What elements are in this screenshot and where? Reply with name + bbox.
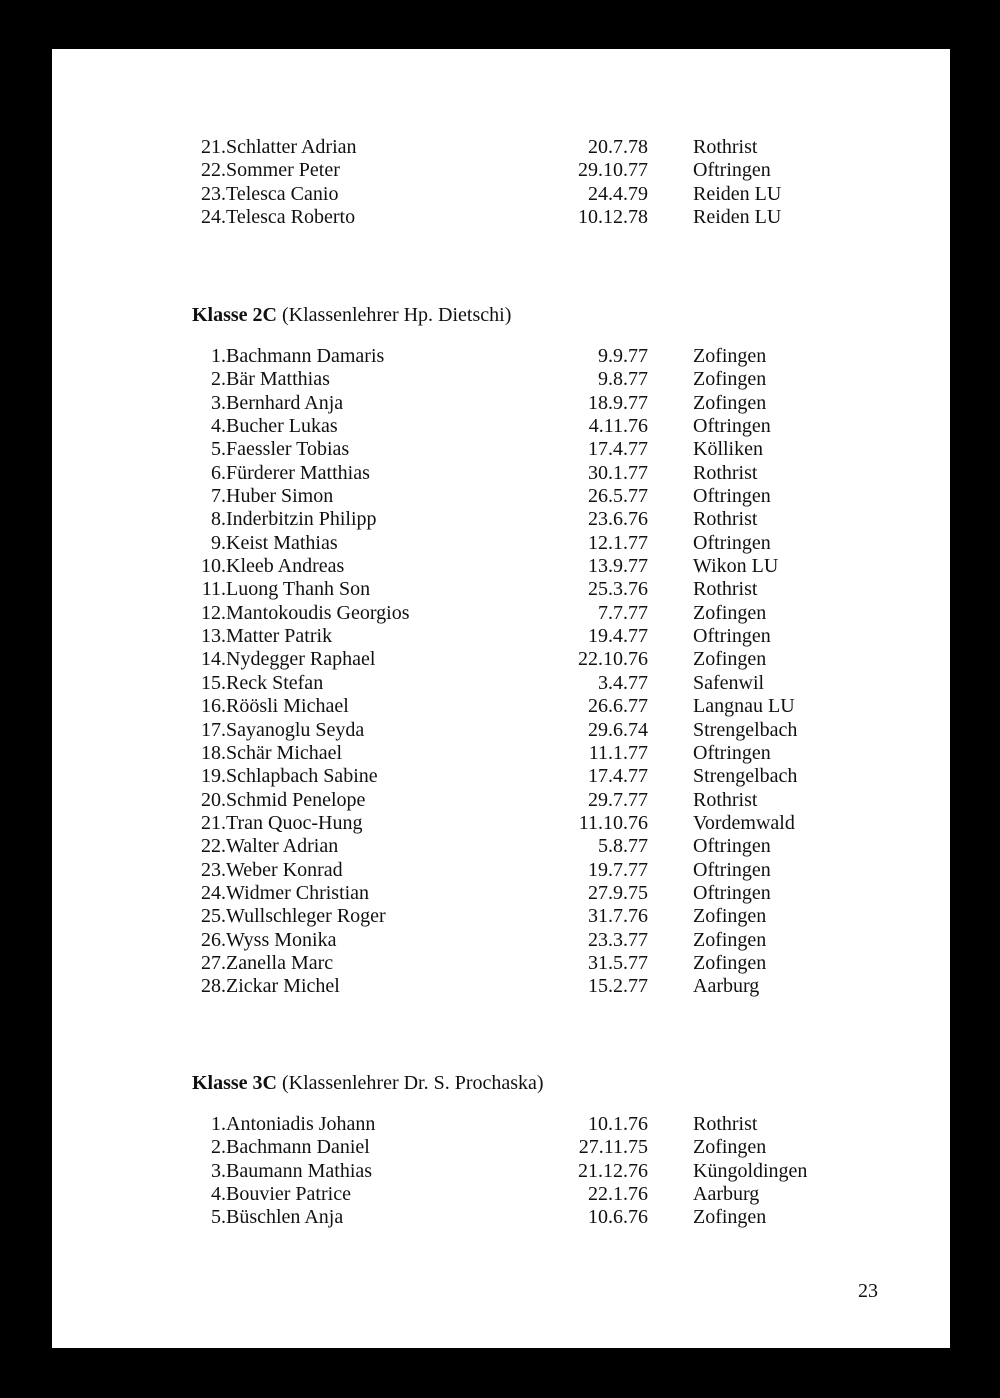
student-name: Wyss Monika (226, 928, 337, 951)
birth-date: 22.10.76 (578, 648, 648, 671)
home-town: Oftringen (693, 741, 771, 764)
table-row (192, 952, 892, 975)
row-number: 19. (201, 765, 226, 788)
row-number: 16. (201, 695, 226, 718)
table-row (192, 812, 892, 835)
birth-date: 19.4.77 (588, 625, 648, 648)
document-page (52, 49, 950, 1348)
row-number: 1. (211, 1113, 226, 1135)
student-name: Huber Simon (226, 485, 334, 508)
birth-date: 23.3.77 (588, 928, 648, 951)
student-name: Widmer Christian (226, 881, 370, 904)
table-row (192, 1183, 892, 1206)
table-row (192, 905, 892, 928)
birth-date: 9.9.77 (598, 345, 648, 367)
home-town: Zofingen (693, 1136, 767, 1159)
student-name: Wullschleger Roger (226, 905, 386, 928)
table-row (192, 1136, 892, 1159)
table-row (192, 415, 892, 438)
home-town: Rothrist (693, 136, 758, 158)
home-town: Oftringen (693, 858, 771, 881)
home-town: Zofingen (693, 928, 767, 951)
row-number: 11. (201, 578, 226, 601)
birth-date: 7.7.77 (598, 601, 648, 624)
table-row (192, 1113, 892, 1136)
birth-date: 31.5.77 (588, 951, 648, 974)
row-number: 9. (211, 531, 226, 554)
home-town: Reiden LU (693, 182, 782, 205)
birth-date: 12.1.77 (588, 531, 648, 554)
home-town: Rothrist (693, 1113, 758, 1135)
birth-date: 11.10.76 (578, 811, 648, 834)
row-number: 27. (201, 951, 226, 974)
table-row (192, 602, 892, 625)
table-row (192, 1206, 892, 1229)
row-number: 1. (211, 345, 226, 367)
row-number: 23. (201, 858, 226, 881)
home-town: Zofingen (693, 1206, 767, 1229)
row-number: 12. (201, 601, 226, 624)
home-town: Zofingen (693, 345, 767, 367)
home-town: Strengelbach (693, 718, 798, 741)
table-row (192, 719, 892, 742)
birth-date: 19.7.77 (588, 858, 648, 881)
home-town: Oftringen (693, 531, 771, 554)
table-row (192, 625, 892, 648)
student-name: Schlatter Adrian (226, 136, 357, 158)
row-number: 23. (201, 182, 226, 205)
table-row (192, 159, 892, 182)
birth-date: 10.12.78 (578, 206, 648, 229)
home-town: Oftringen (693, 881, 771, 904)
home-town: Rothrist (693, 461, 758, 484)
table-row (192, 485, 892, 508)
home-town: Zofingen (693, 648, 767, 671)
row-number: 28. (201, 975, 226, 998)
table-row (192, 555, 892, 578)
student-name: Schär Michael (226, 741, 343, 764)
row-number: 3. (211, 1159, 226, 1182)
home-town: Rothrist (693, 508, 758, 531)
student-name: Zickar Michel (226, 975, 340, 998)
table-row (192, 695, 892, 718)
row-number: 15. (201, 671, 226, 694)
row-number: 14. (201, 648, 226, 671)
student-name: Telesca Roberto (226, 206, 356, 229)
birth-date: 26.5.77 (588, 485, 648, 508)
birth-date: 24.4.79 (588, 182, 648, 205)
birth-date: 20.7.78 (588, 136, 648, 158)
home-town: Langnau LU (693, 695, 795, 718)
table-row (192, 975, 892, 998)
home-town: Wikon LU (693, 555, 779, 578)
home-town: Aarburg (693, 975, 760, 998)
student-name: Bachmann Damaris (226, 345, 385, 367)
birth-date: 11.1.77 (588, 741, 648, 764)
row-number: 22. (201, 159, 226, 182)
birth-date: 10.1.76 (588, 1113, 648, 1135)
student-name: Nydegger Raphael (226, 648, 376, 671)
class-3c-heading (192, 1071, 544, 1095)
table-row (192, 368, 892, 391)
home-town: Oftringen (693, 485, 771, 508)
row-number: 17. (201, 718, 226, 741)
table-row (192, 392, 892, 415)
table-row (192, 345, 892, 368)
student-name: Schlapbach Sabine (226, 765, 378, 788)
student-name: Fürderer Matthias (226, 461, 370, 484)
birth-date: 5.8.77 (598, 835, 648, 858)
student-name: Baumann Mathias (226, 1159, 373, 1182)
student-name: Keist Mathias (226, 531, 338, 554)
birth-date: 27.11.75 (578, 1136, 648, 1159)
row-number: 18. (201, 741, 226, 764)
row-number: 10. (201, 555, 226, 578)
home-town: Safenwil (693, 671, 765, 694)
class-2c-title: Klasse 2C (192, 304, 277, 326)
birth-date: 27.9.75 (588, 881, 648, 904)
student-name: Inderbitzin Philipp (226, 508, 377, 531)
birth-date: 26.6.77 (588, 695, 648, 718)
row-number: 2. (211, 368, 226, 391)
student-name: Röösli Michael (226, 695, 349, 718)
table-row (192, 882, 892, 905)
class-3c-title: Klasse 3C (192, 1072, 277, 1094)
birth-date: 3.4.77 (598, 671, 648, 694)
home-town: Oftringen (693, 835, 771, 858)
student-name: Bucher Lukas (226, 415, 338, 438)
home-town: Vordemwald (693, 811, 795, 834)
student-name: Tran Quoc-Hung (226, 811, 363, 834)
birth-date: 23.6.76 (588, 508, 648, 531)
table-row (192, 648, 892, 671)
birth-date: 10.6.76 (588, 1206, 648, 1229)
class-2c-teacher: (Klassenlehrer Hp. Dietschi) (277, 304, 512, 326)
row-number: 13. (201, 625, 226, 648)
birth-date: 29.7.77 (588, 788, 648, 811)
student-name: Sommer Peter (226, 159, 340, 182)
table-row (192, 765, 892, 788)
home-town: Zofingen (693, 951, 767, 974)
student-name: Zanella Marc (226, 951, 334, 974)
table-row (192, 1160, 892, 1183)
table-row (192, 859, 892, 882)
student-name: Walter Adrian (226, 835, 339, 858)
continued-student-list (192, 136, 892, 229)
row-number: 2. (211, 1136, 226, 1159)
class-2c-student-list (192, 345, 892, 999)
home-town: Zofingen (693, 368, 767, 391)
table-row (192, 578, 892, 601)
birth-date: 4.11.76 (588, 415, 648, 438)
table-row (192, 789, 892, 812)
student-name: Bär Matthias (226, 368, 330, 391)
birth-date: 17.4.77 (588, 438, 648, 461)
row-number: 25. (201, 905, 226, 928)
home-town: Aarburg (693, 1183, 760, 1206)
table-row (192, 742, 892, 765)
student-name: Telesca Canio (226, 182, 339, 205)
student-name: Matter Patrik (226, 625, 333, 648)
row-number: 6. (211, 461, 226, 484)
class-3c-student-list (192, 1113, 892, 1230)
table-row (192, 532, 892, 555)
row-number: 21. (201, 136, 226, 158)
row-number: 5. (211, 438, 226, 461)
birth-date: 29.10.77 (578, 159, 648, 182)
student-name: Faessler Tobias (226, 438, 350, 461)
row-number: 3. (211, 391, 226, 414)
birth-date: 25.3.76 (588, 578, 648, 601)
student-name: Antoniadis Johann (226, 1113, 376, 1135)
table-row (192, 835, 892, 858)
table-row (192, 672, 892, 695)
home-town: Strengelbach (693, 765, 798, 788)
table-row (192, 462, 892, 485)
row-number: 4. (211, 1183, 226, 1206)
home-town: Kölliken (693, 438, 763, 461)
row-number: 22. (201, 835, 226, 858)
birth-date: 13.9.77 (588, 555, 648, 578)
birth-date: 21.12.76 (578, 1159, 648, 1182)
student-name: Luong Thanh Son (226, 578, 371, 601)
home-town: Rothrist (693, 578, 758, 601)
page-number: 23 (858, 1280, 878, 1302)
table-row (192, 508, 892, 531)
home-town: Oftringen (693, 415, 771, 438)
row-number: 21. (201, 811, 226, 834)
row-number: 4. (211, 415, 226, 438)
home-town: Zofingen (693, 905, 767, 928)
birth-date: 22.1.76 (588, 1183, 648, 1206)
table-row (192, 206, 892, 229)
table-row (192, 183, 892, 206)
student-name: Reck Stefan (226, 671, 324, 694)
birth-date: 9.8.77 (598, 368, 648, 391)
row-number: 20. (201, 788, 226, 811)
student-name: Bernhard Anja (226, 391, 344, 414)
row-number: 24. (201, 206, 226, 229)
row-number: 8. (211, 508, 226, 531)
table-row (192, 929, 892, 952)
birth-date: 18.9.77 (588, 391, 648, 414)
home-town: Zofingen (693, 601, 767, 624)
student-name: Mantokoudis Georgios (226, 601, 410, 624)
home-town: Reiden LU (693, 206, 782, 229)
home-town: Rothrist (693, 788, 758, 811)
table-row (192, 438, 892, 461)
home-town: Küngoldingen (693, 1159, 808, 1182)
student-name: Bachmann Daniel (226, 1136, 370, 1159)
row-number: 24. (201, 881, 226, 904)
birth-date: 15.2.77 (588, 975, 648, 998)
student-name: Bouvier Patrice (226, 1183, 351, 1206)
birth-date: 31.7.76 (588, 905, 648, 928)
student-name: Kleeb Andreas (226, 555, 345, 578)
home-town: Oftringen (693, 625, 771, 648)
student-name: Weber Konrad (226, 858, 343, 881)
table-row (192, 136, 892, 159)
home-town: Oftringen (693, 159, 771, 182)
student-name: Büschlen Anja (226, 1206, 344, 1229)
class-3c-teacher: (Klassenlehrer Dr. S. Prochaska) (277, 1072, 544, 1094)
row-number: 26. (201, 928, 226, 951)
birth-date: 17.4.77 (588, 765, 648, 788)
student-name: Sayanoglu Seyda (226, 718, 365, 741)
home-town: Zofingen (693, 391, 767, 414)
birth-date: 29.6.74 (588, 718, 648, 741)
student-name: Schmid Penelope (226, 788, 366, 811)
row-number: 5. (211, 1206, 226, 1229)
row-number: 7. (211, 485, 226, 508)
class-2c-heading (192, 303, 511, 327)
birth-date: 30.1.77 (588, 461, 648, 484)
